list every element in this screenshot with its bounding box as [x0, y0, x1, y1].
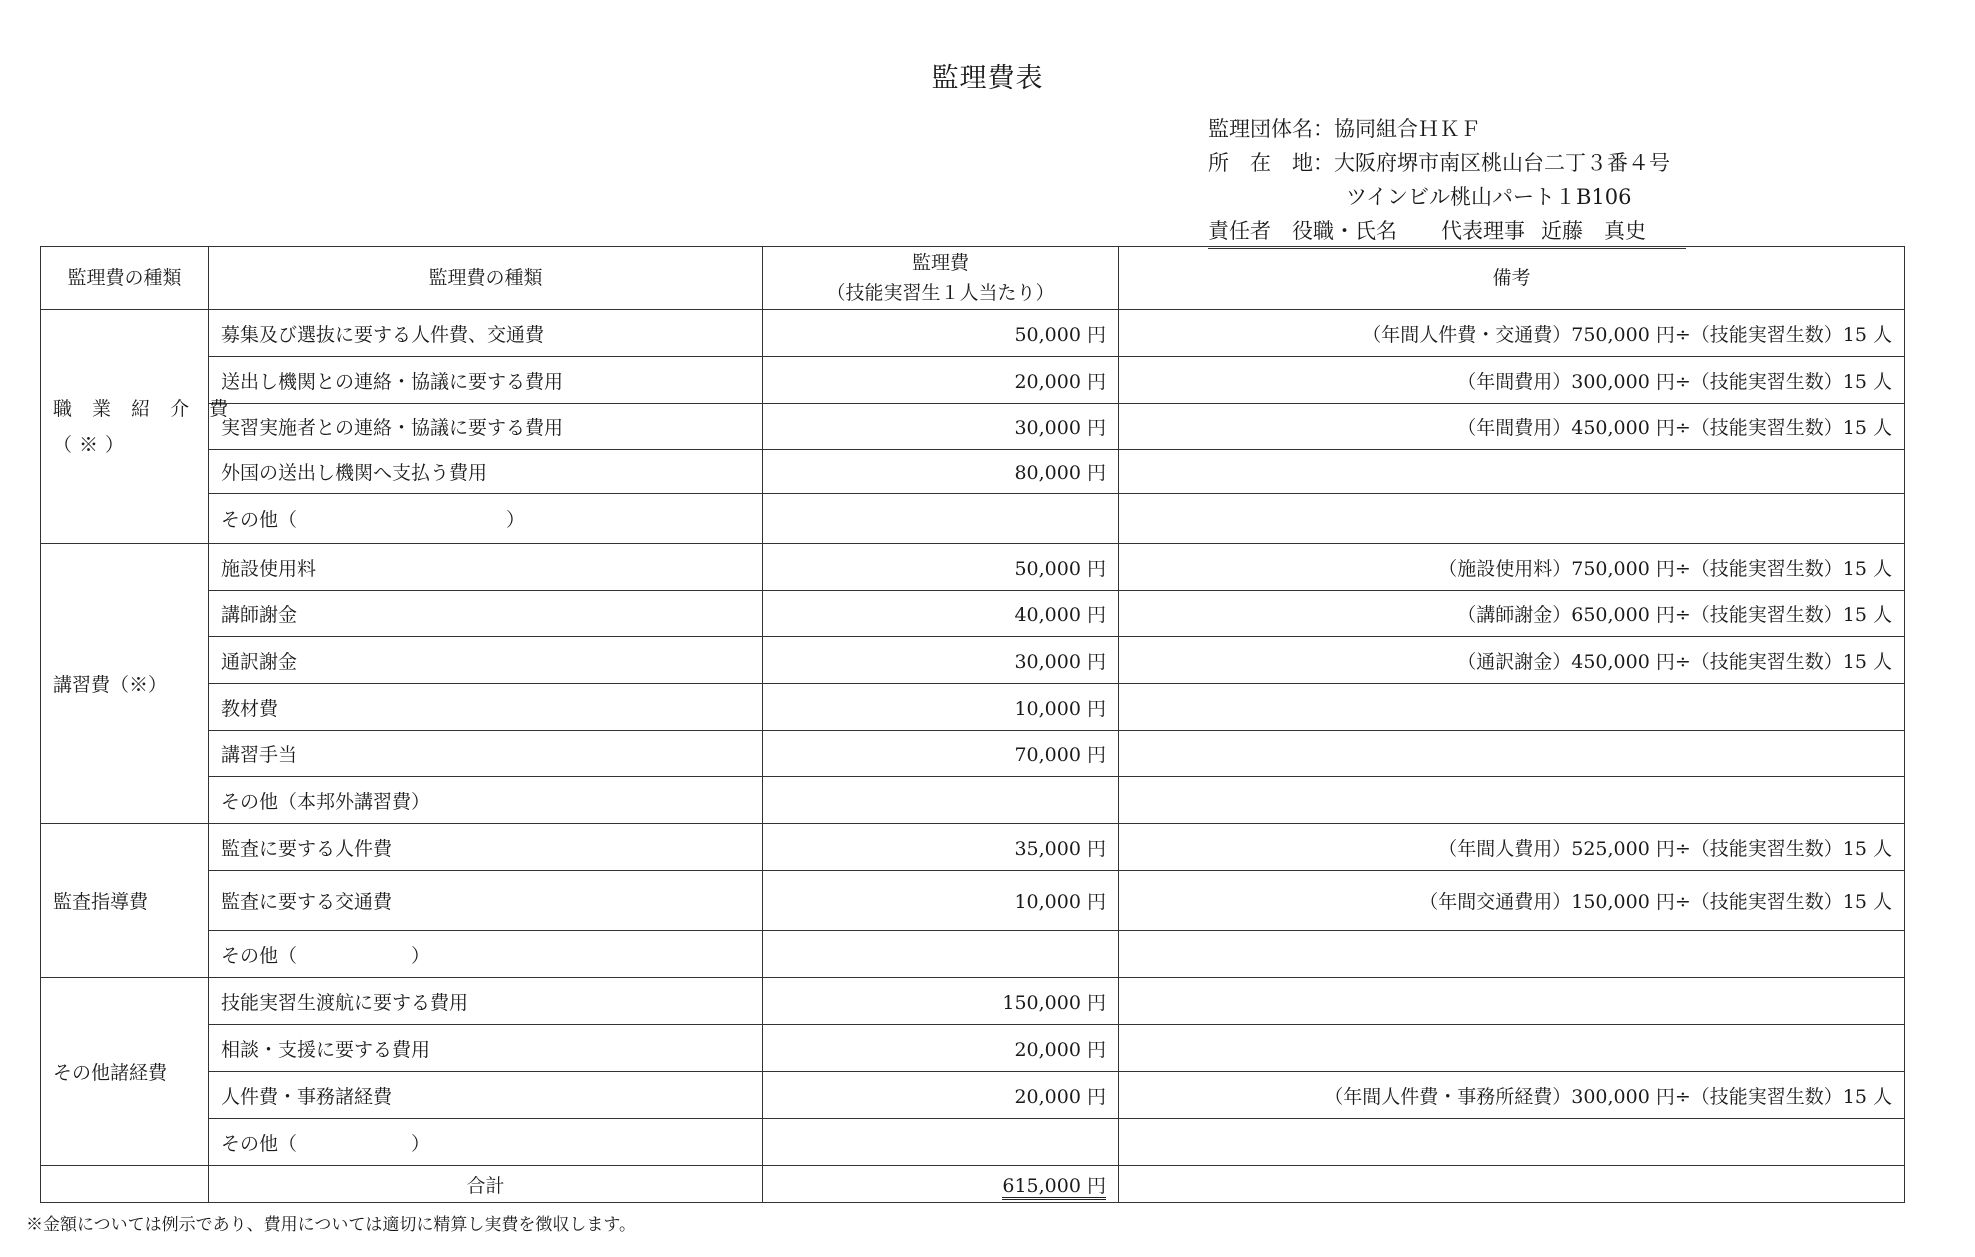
fee-amount: 20,000 円: [763, 1025, 1119, 1072]
fee-amount: 40,000 円: [763, 591, 1119, 637]
table-row: [41, 684, 1905, 731]
org-address-1: 大阪府堺市南区桃山台二丁３番４号: [1334, 151, 1670, 175]
fee-item: 講師謝金: [209, 591, 763, 637]
fee-item: 通訳謝金: [209, 637, 763, 684]
table-row: [41, 824, 1905, 871]
fee-item: その他（ ）: [209, 1119, 763, 1166]
category-name: 講習費（※）: [53, 674, 168, 696]
total-amount: 615,000 円: [1002, 1175, 1106, 1200]
fee-item: 施設使用料: [209, 544, 763, 591]
fee-item: 教材費: [209, 684, 763, 731]
total-row: [41, 1166, 1905, 1203]
fee-note: （年間費用）300,000 円÷（技能実習生数）15 人: [1119, 357, 1905, 404]
fee-note: [1119, 684, 1905, 731]
fee-amount: 70,000 円: [763, 731, 1119, 777]
org-name: 協同組合ＨＫＦ: [1334, 117, 1481, 141]
fee-amount: [763, 1119, 1119, 1166]
category-cell: [41, 978, 209, 1166]
responsible-title: 代表理事: [1441, 219, 1525, 243]
fee-item: 募集及び選抜に要する人件費、交通費: [209, 310, 763, 357]
fee-amount: 50,000 円: [763, 544, 1119, 591]
fee-note: （施設使用料）750,000 円÷（技能実習生数）15 人: [1119, 544, 1905, 591]
fee-note: （年間交通費用）150,000 円÷（技能実習生数）15 人: [1119, 871, 1905, 931]
fee-note: [1119, 978, 1905, 1025]
fee-amount: 10,000 円: [763, 871, 1119, 931]
fee-note: （講師謝金）650,000 円÷（技能実習生数）15 人: [1119, 591, 1905, 637]
table-row: [41, 544, 1905, 591]
fee-amount: 80,000 円: [763, 450, 1119, 494]
table-row: [41, 637, 1905, 684]
header-fee-amount: [763, 247, 1119, 310]
category-name: その他諸経費: [53, 1062, 168, 1084]
responsible-label: 責任者 役職・氏名: [1208, 219, 1397, 243]
fee-note: （年間人件費・事務所経費）300,000 円÷（技能実習生数）15 人: [1119, 1072, 1905, 1119]
total-label: 合計: [209, 1166, 763, 1203]
header-fee-type: 監理費の種類: [41, 247, 209, 310]
fee-amount: [763, 777, 1119, 824]
header-fee-item: 監理費の種類: [209, 247, 763, 310]
category-cell: [41, 824, 209, 978]
fee-amount: 150,000 円: [763, 978, 1119, 1025]
responsible-name: 近藤 真史: [1541, 219, 1646, 243]
fee-item: 人件費・事務諸経費: [209, 1072, 763, 1119]
table-row: [41, 1072, 1905, 1119]
fee-note: [1119, 450, 1905, 494]
fee-note: （年間費用）450,000 円÷（技能実習生数）15 人: [1119, 404, 1905, 450]
org-address-line: [1208, 146, 1686, 180]
fee-note: （通訳謝金）450,000 円÷（技能実習生数）15 人: [1119, 637, 1905, 684]
fee-item: 実習実施者との連絡・協議に要する費用: [209, 404, 763, 450]
fee-item: 講習手当: [209, 731, 763, 777]
total-empty-cell: [41, 1166, 209, 1203]
fee-table-body: [41, 310, 1905, 1166]
category-cell: [41, 310, 236, 544]
category-name: 監査指導費: [53, 891, 149, 913]
fee-item: 監査に要する交通費: [209, 871, 763, 931]
fee-item: 送出し機関との連絡・協議に要する費用: [209, 357, 763, 404]
total-note-cell: [1119, 1166, 1905, 1203]
org-address-label: 所 在 地：: [1208, 151, 1334, 175]
fee-amount: 20,000 円: [763, 1072, 1119, 1119]
fee-item: その他（ ）: [209, 494, 763, 544]
table-row: [41, 1119, 1905, 1166]
fee-note: [1119, 731, 1905, 777]
responsible-person-line: [1208, 214, 1686, 249]
fee-note: [1119, 494, 1905, 544]
fee-amount: 30,000 円: [763, 637, 1119, 684]
total-amount-cell: [763, 1166, 1119, 1203]
table-row: [41, 494, 1905, 544]
fee-amount: 35,000 円: [763, 824, 1119, 871]
table-row: [41, 777, 1905, 824]
fee-note: （年間人費用）525,000 円÷（技能実習生数）15 人: [1119, 824, 1905, 871]
footnote: ※金額については例示であり、費用については適切に精算し実費を徴収します。: [26, 1215, 636, 1235]
fee-amount: 50,000 円: [763, 310, 1119, 357]
table-row: [41, 1025, 1905, 1072]
fee-item: その他（本邦外講習費）: [209, 777, 763, 824]
category-note: （※）: [53, 433, 132, 456]
organization-info: [1208, 112, 1686, 249]
table-row: [41, 731, 1905, 777]
org-address-line-2: [1208, 180, 1686, 214]
org-name-label: 監理団体名：: [1208, 117, 1334, 141]
table-row: [41, 310, 1905, 357]
page-title: 監理費表: [931, 63, 1044, 94]
fee-table: [40, 246, 1905, 1203]
table-row: [41, 357, 1905, 404]
header-fee-amount-line2: （技能実習生１人当たり）: [826, 282, 1055, 304]
fee-item: 外国の送出し機関へ支払う費用: [209, 450, 763, 494]
table-row: [41, 591, 1905, 637]
fee-item: その他（ ）: [209, 931, 763, 978]
table-row: [41, 404, 1905, 450]
fee-amount: 30,000 円: [763, 404, 1119, 450]
fee-amount: [763, 931, 1119, 978]
fee-note: [1119, 931, 1905, 978]
header-remarks: 備考: [1119, 247, 1905, 310]
table-header-row: [41, 247, 1905, 310]
fee-amount: [763, 494, 1119, 544]
fee-note: [1119, 777, 1905, 824]
table-row: [41, 978, 1905, 1025]
header-fee-amount-line1: 監理費: [911, 252, 969, 274]
fee-item: 監査に要する人件費: [209, 824, 763, 871]
category-name: 職 業 紹 介 費: [53, 397, 236, 420]
table-row: [41, 931, 1905, 978]
fee-amount: 10,000 円: [763, 684, 1119, 731]
table-row: [41, 871, 1905, 931]
org-name-line: [1208, 112, 1686, 146]
fee-note: [1119, 1025, 1905, 1072]
table-row: [41, 450, 1905, 494]
fee-amount: 20,000 円: [763, 357, 1119, 404]
fee-note: [1119, 1119, 1905, 1166]
fee-note: （年間人件費・交通費）750,000 円÷（技能実習生数）15 人: [1119, 310, 1905, 357]
category-cell: [41, 544, 209, 824]
fee-item: 相談・支援に要する費用: [209, 1025, 763, 1072]
fee-item: 技能実習生渡航に要する費用: [209, 978, 763, 1025]
org-address-2: ツインビル桃山パート１B106: [1346, 185, 1632, 209]
